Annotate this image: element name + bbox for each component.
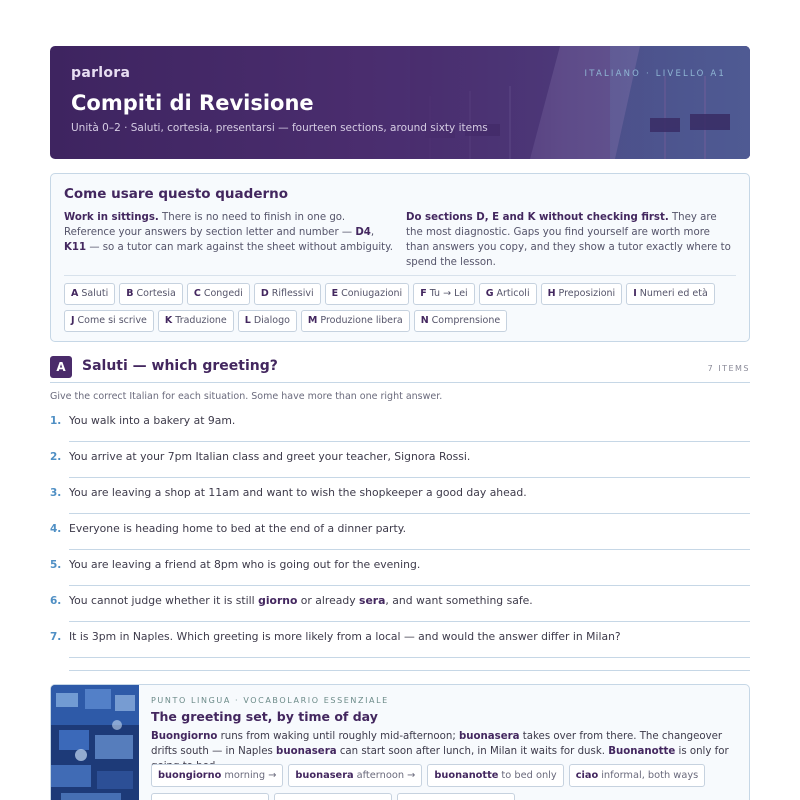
chip-letter: M: [307, 315, 318, 326]
chip-letter: B: [126, 288, 134, 299]
brand-logo: parlora: [71, 65, 131, 81]
question-item: [50, 555, 750, 591]
question-number: 3.: [50, 487, 62, 499]
chip-letter: I: [633, 288, 637, 299]
chip-label: Articoli: [496, 288, 530, 299]
callout-text: takes over from there. The changeover drifts south — in Naples: [151, 731, 723, 757]
chip-label: Dialogo: [253, 315, 290, 326]
callout-kicker: PUNTO LINGUA · VOCABOLARIO ESSENZIALE: [151, 696, 389, 705]
question-number: 4.: [50, 523, 62, 535]
header-photo: [410, 46, 750, 159]
page-subtitle: Unità 0–2 · Saluti, cortesia, presentarsi — fourteen sections, around sixty items: [71, 122, 488, 134]
chip-letter: C: [193, 288, 201, 299]
chip-label: Come si scrive: [77, 315, 147, 326]
question-text-part: , and want something safe.: [385, 594, 533, 607]
chip-letter: G: [485, 288, 494, 299]
divider: [64, 275, 736, 276]
section-index: [64, 283, 744, 332]
level-label: ITALIANO · LIVELLO A1: [584, 69, 726, 79]
chip-letter: F: [420, 288, 427, 299]
question-text-part: or already: [297, 594, 360, 607]
chip-letter: L: [244, 315, 251, 326]
vocab-chip: [288, 764, 422, 787]
question-item: [50, 519, 750, 555]
section-instructions: Give the correct Italian for each situation. Some have more than one right answer.: [50, 391, 443, 402]
callout-text: runs from waking until roughly mid-afternoon;: [217, 731, 459, 742]
instructions-text: There is no need to finish in one go. Reference your answers by section letter and number —: [64, 212, 356, 238]
chip-letter: K: [164, 315, 173, 326]
answer-line[interactable]: [69, 477, 750, 478]
vocab-word: Buongiorno: [151, 731, 218, 742]
chip-label: Congedi: [203, 288, 243, 299]
chip-label: Cortesia: [136, 288, 176, 299]
page-title: Compiti di Revisione: [71, 91, 314, 115]
question-number: 6.: [50, 595, 62, 607]
section-chip-k[interactable]: [158, 310, 234, 332]
instructions-text: ,: [370, 227, 375, 238]
vocab-word: buonasera: [276, 746, 337, 757]
section-chip-e[interactable]: [325, 283, 410, 305]
question-text: You are leaving a friend at 8pm who is going out for the evening.: [69, 558, 421, 571]
section-chip-n[interactable]: [414, 310, 508, 332]
vocab-chip-word: buongiorno: [158, 770, 222, 781]
instructions-lead-2: Do sections D, E and K without checking first.: [406, 212, 669, 223]
reference-code: K11: [64, 242, 87, 253]
answer-line[interactable]: [69, 670, 750, 671]
vocab-chip: [397, 793, 515, 800]
section-chip-d[interactable]: [254, 283, 321, 305]
answer-line[interactable]: [69, 621, 750, 622]
question-item: [50, 447, 750, 483]
vocab-chip-gloss: to bed only: [501, 770, 557, 781]
question-text-part: You cannot judge whether it is still: [69, 594, 259, 607]
question-number: 5.: [50, 559, 62, 571]
chip-label: Riflessivi: [271, 288, 314, 299]
vocab-chip-word: ciao: [575, 770, 599, 781]
item-count: 7 ITEMS: [707, 364, 750, 373]
section-chip-l[interactable]: [238, 310, 297, 332]
vocab-chip: [151, 764, 283, 787]
callout-text: is only for: [678, 746, 729, 757]
chip-label: Traduzione: [175, 315, 227, 326]
question-number: 1.: [50, 415, 62, 427]
instructions-text: They are the most diagnostic. Gaps you find yourself are worth more than answers you copy, and they show a tutor exactly where to spend the lesson.: [406, 212, 731, 268]
callout-photo: [51, 685, 139, 800]
callout-title: The greeting set, by time of day: [151, 709, 378, 724]
vocab-chips: [151, 764, 746, 800]
section-letter-badge: A: [50, 356, 72, 378]
vocab-chip-gloss: informal, both ways: [601, 770, 699, 781]
section-chip-j[interactable]: [64, 310, 154, 332]
answer-line[interactable]: [69, 585, 750, 586]
section-chip-g[interactable]: [479, 283, 537, 305]
chip-letter: J: [71, 315, 75, 326]
chip-letter: A: [71, 288, 79, 299]
vocab-word: Buonanotte: [608, 746, 676, 757]
reference-code: D4: [355, 227, 371, 238]
instructions-title: Come usare questo quaderno: [64, 186, 289, 202]
chip-label: Numeri ed età: [639, 288, 708, 299]
chip-letter: E: [331, 288, 339, 299]
answer-line[interactable]: [69, 513, 750, 514]
instructions-lead-1: Work in sittings.: [64, 212, 159, 223]
vocab-word: buonasera: [459, 731, 520, 742]
question-number: 2.: [50, 451, 62, 463]
section-a-header: [50, 355, 750, 383]
section-chip-h[interactable]: [541, 283, 623, 305]
question-text: Everyone is heading home to bed at the end of a dinner party.: [69, 522, 407, 535]
question-text: You walk into a bakery at 9am.: [69, 414, 236, 427]
vocab-chip: [274, 793, 392, 800]
question-text: It is 3pm in Naples. Which greeting is more likely from a local — and would the answer differ in Milan?: [69, 630, 621, 643]
chip-label: Saluti: [81, 288, 109, 299]
vocab-chip-word: buonasera: [295, 770, 354, 781]
chip-label: Tu → Lei: [429, 288, 468, 299]
question-text: [69, 594, 533, 607]
question-item: [50, 483, 750, 519]
chip-letter: D: [260, 288, 269, 299]
chip-label: Comprensione: [431, 315, 501, 326]
answer-line[interactable]: [69, 657, 750, 658]
section-chip-b[interactable]: [119, 283, 183, 305]
answer-line[interactable]: [69, 441, 750, 442]
question-text: You are leaving a shop at 11am and want to wish the shopkeeper a good day ahead.: [69, 486, 527, 499]
section-chip-f[interactable]: [413, 283, 475, 305]
section-chip-m[interactable]: [301, 310, 410, 332]
vocab-chip: [151, 793, 269, 800]
header-banner: [50, 46, 750, 159]
highlighted-word: giorno: [258, 594, 298, 607]
section-chip-a[interactable]: [64, 283, 115, 305]
chip-label: Produzione libera: [320, 315, 403, 326]
vocab-chip-gloss: afternoon →: [356, 770, 416, 781]
vocab-chip-word: buonanotte: [434, 770, 499, 781]
vocabulary-callout: [50, 684, 750, 800]
question-item: [50, 627, 750, 663]
question-number: 7.: [50, 631, 62, 643]
chip-label: Preposizioni: [558, 288, 616, 299]
section-chip-i[interactable]: [626, 283, 715, 305]
vocab-chip: [427, 764, 563, 787]
highlighted-word: sera: [359, 594, 386, 607]
instructions-column-2: [406, 210, 736, 270]
chip-label: Coniugazioni: [341, 288, 403, 299]
question-item: [50, 411, 750, 447]
instructions-column-1: [64, 210, 394, 255]
section-chip-c[interactable]: [187, 283, 250, 305]
vocab-chip-gloss: morning →: [224, 770, 277, 781]
section-title: Saluti — which greeting?: [82, 358, 278, 374]
instructions-text: — so a tutor can mark against the sheet without ambiguity.: [86, 242, 393, 253]
chip-letter: H: [547, 288, 556, 299]
callout-text: can start soon after lunch, in Milan it waits for dusk.: [336, 746, 609, 757]
answer-line[interactable]: [69, 549, 750, 550]
vocab-chip: [569, 764, 706, 787]
instructions-box: [50, 173, 750, 342]
question-text: You arrive at your 7pm Italian class and greet your teacher, Signora Rossi.: [69, 450, 471, 463]
question-item: [50, 591, 750, 627]
chip-letter: N: [420, 315, 429, 326]
